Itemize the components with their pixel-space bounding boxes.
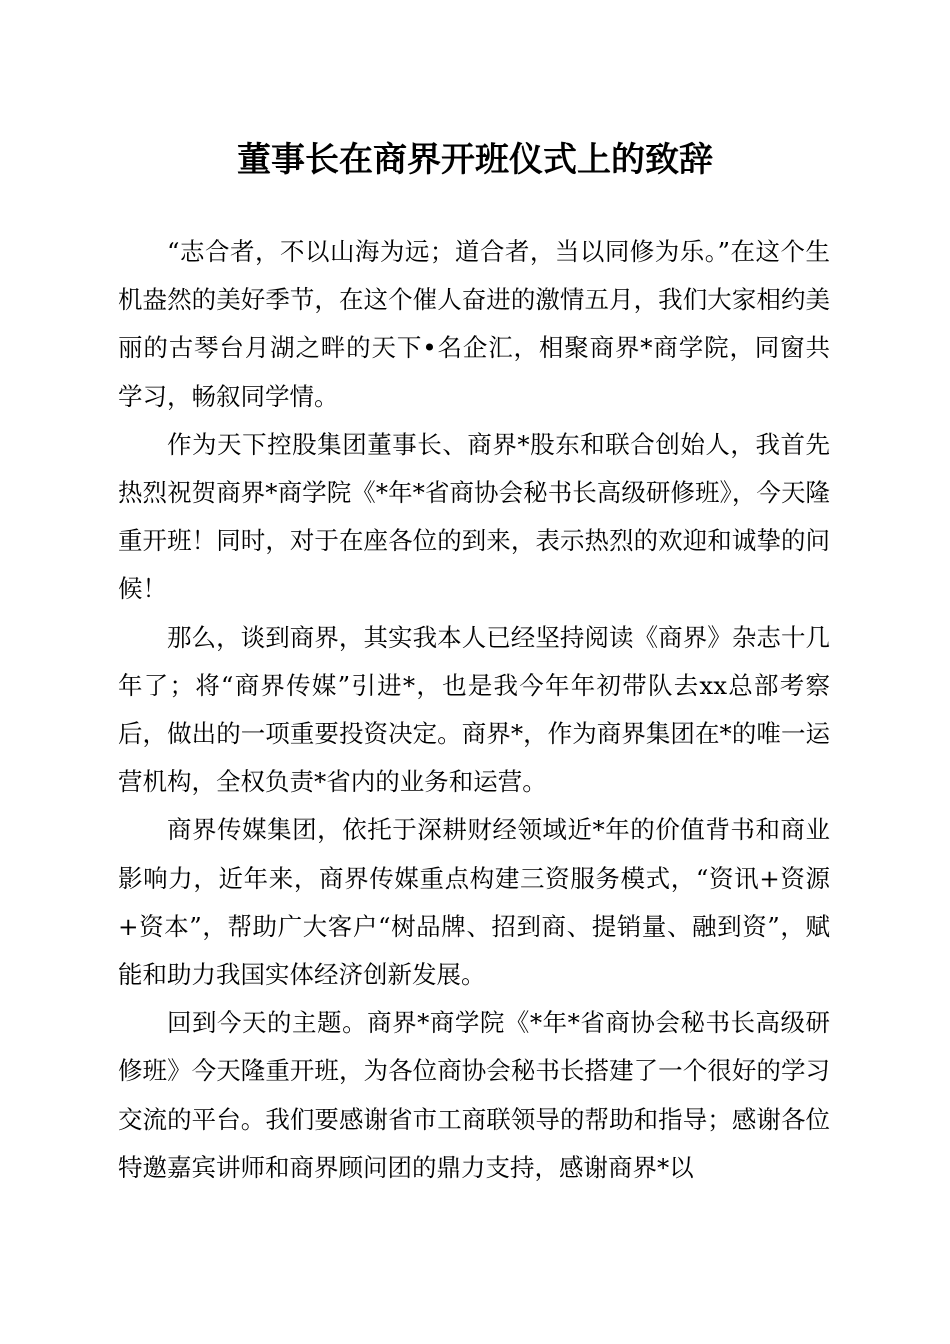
paragraph-3: 那么，谈到商界，其实我本人已经坚持阅读《商界》杂志十几年了；将“商界传媒”引进*，也是我今年年初带队去xx总部考察后，做出的一项重要投资决定。商界*，作为商界集团在*的唯一运营机构，全权负责*省内的业务和运营。: [118, 622, 830, 797]
paragraph-2: 作为天下控股集团董事长、商界*股东和联合创始人，我首先热烈祝贺商界*商学院《*年*省商协会秘书长高级研修班》，今天隆重开班！同时，对于在座各位的到来，表示热烈的欢迎和诚挚的问候！: [118, 429, 830, 604]
paragraph-4: 商界传媒集团，依托于深耕财经领域近*年的价值背书和商业影响力，近年来，商界传媒重点构建三资服务模式，“资讯+资源+资本”，帮助广大客户“树品牌、招到商、提销量、融到资”，赋能和助力我国实体经济创新发展。: [118, 815, 830, 990]
paragraph-5: 回到今天的主题。商界*商学院《*年*省商协会秘书长高级研修班》今天隆重开班，为各位商协会秘书长搭建了一个很好的学习交流的平台。我们要感谢省市工商联领导的帮助和指导；感谢各位特邀嘉宾讲师和商界顾问团的鼎力支持，感谢商界*以: [118, 1008, 830, 1182]
document-body: [118, 228, 830, 1192]
paragraph-1: “志合者，不以山海为远；道合者，当以同修为乐。”在这个生机盎然的美好季节，在这个催人奋进的激情五月，我们大家相约美丽的古琴台月湖之畔的天下•名企汇，相聚商界*商学院，同窗共学习，畅叙同学情。: [118, 237, 830, 411]
document-title: 董事长在商界开班仪式上的致辞: [237, 140, 713, 180]
